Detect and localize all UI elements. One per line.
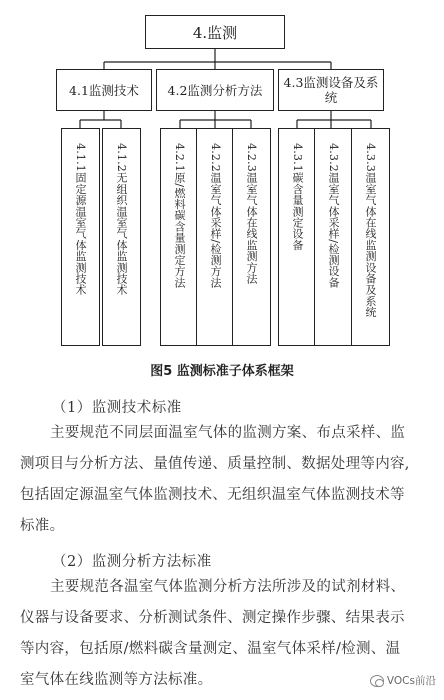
category-node-monitoring-tech xyxy=(56,69,152,111)
leaf-label: 4.3.2温室气体采样/检测设备 xyxy=(327,143,340,288)
root-node xyxy=(145,15,285,49)
paragraph-line: 仪器与设备要求、分析测试条件、测定操作步骤、结果表示 xyxy=(20,610,405,626)
paragraph-line: 主要规范不同层面温室气体的监测方案、布点采样、监 xyxy=(50,425,406,441)
paragraph-line: 标准。 xyxy=(20,518,65,534)
leaf-label: 4.3.1碳含量测定设备 xyxy=(291,143,304,251)
paragraph-line: 主要规范各温室气体监测分析方法所涉及的试剂材料、 xyxy=(50,579,406,595)
wechat-icon xyxy=(370,675,384,687)
leaf-node xyxy=(160,128,199,346)
leaf-label: 4.2.1原/燃料碳含量测定方法 xyxy=(173,143,186,288)
section-paragraph xyxy=(20,418,432,542)
leaf-node xyxy=(196,128,235,346)
leaf-node xyxy=(232,128,271,346)
paragraph-line: 等内容，包括原/燃料碳含量测定、温室气体采样/检测、温 xyxy=(20,641,401,657)
figure-caption: 图5 监测标准子体系框架 xyxy=(150,364,294,379)
leaf-label: 4.1.2无组织温室气体监测技术 xyxy=(115,143,128,296)
leaf-label: 4.1.1固定源温室气体监测技术 xyxy=(74,143,87,296)
leaf-label: 4.2.3温室气体在线监测方法 xyxy=(245,143,258,284)
category-label: 4.1监测技术 xyxy=(69,82,139,98)
leaf-label: 4.2.2温室气体采样/检测方法 xyxy=(209,143,222,288)
leaf-node xyxy=(314,128,353,346)
leaf-node xyxy=(278,128,317,346)
category-label: 4.2监测分析方法 xyxy=(167,82,263,98)
category-node-equipment xyxy=(278,69,384,111)
leaf-label: 4.3.3温室气体在线监测设备及系统 xyxy=(364,143,377,318)
paragraph-line: 包括固定源温室气体监测技术、无组织温室气体监测技术等 xyxy=(20,487,405,503)
watermark xyxy=(370,673,436,688)
paragraph-line: 测项目与分析方法、量值传递、质量控制、数据处理等内容, xyxy=(20,456,410,472)
category-label: 4.3监测设备及系统 xyxy=(283,75,379,105)
watermark-label: VOCs前沿 xyxy=(386,675,436,687)
leaf-node xyxy=(351,128,390,346)
paragraph-line: 室气体在线监测等方法标准。 xyxy=(20,672,213,688)
leaf-node xyxy=(61,128,100,346)
section-heading: （1）监测技术标准 xyxy=(52,400,182,416)
category-node-analysis-methods xyxy=(156,69,274,111)
leaf-node xyxy=(102,128,141,346)
section-heading: （2）监测分析方法标准 xyxy=(52,554,212,570)
root-label: 4.监测 xyxy=(192,23,238,42)
